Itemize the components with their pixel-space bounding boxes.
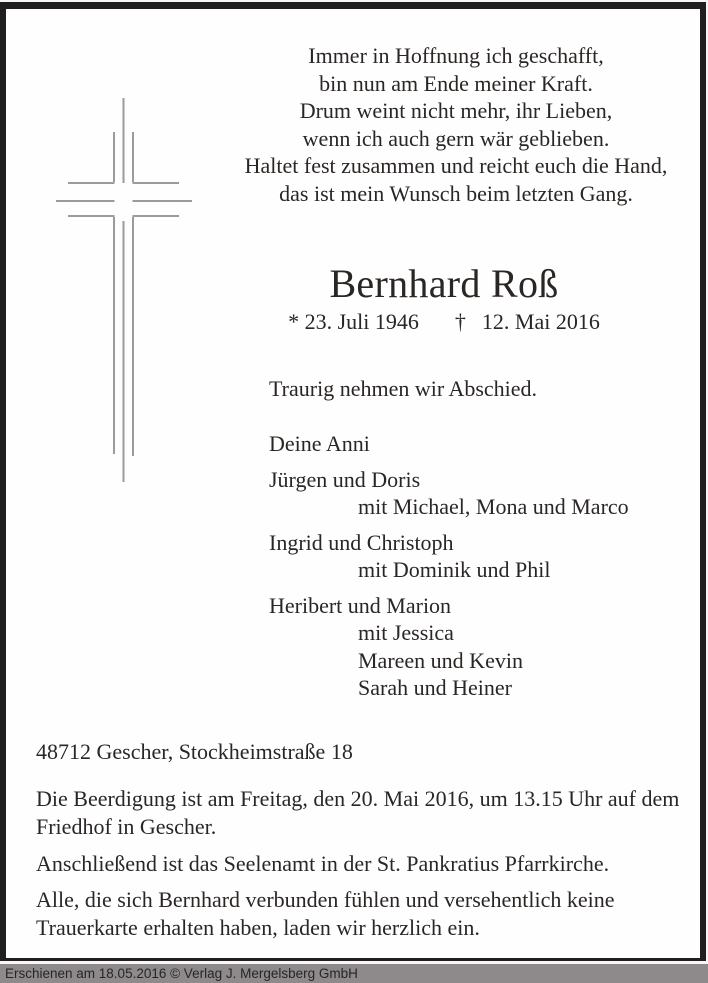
life-dates <box>184 309 704 335</box>
deceased-block <box>184 261 704 335</box>
family-sub-line: mit Jessica <box>358 620 454 645</box>
service-info: Anschließend ist das Seelenamt in der St. Pankratius Pfarrkirche. <box>36 851 610 876</box>
memorial-poem <box>196 42 708 207</box>
family-sub-line: mit Michael, Mona und Marco <box>358 494 629 519</box>
poem-line: bin nun am Ende meiner Kraft. <box>319 70 593 96</box>
family-main-line: Deine Anni <box>269 431 370 456</box>
family-sub-line: Mareen und Kevin <box>358 647 523 673</box>
birth-date: * 23. Juli 1946 <box>288 309 419 334</box>
poem-line: das ist mein Wunsch beim letzten Gang. <box>279 180 633 206</box>
obituary-card <box>0 2 706 961</box>
farewell-line: Traurig nehmen wir Abschied. <box>269 376 538 401</box>
poem-line: Drum weint nicht mehr, ihr Lieben, <box>299 98 613 123</box>
cross-icon <box>46 94 196 489</box>
mourners-list <box>269 430 629 710</box>
publication-credit: Erschienen am 18.05.2016 © Verlag J. Mergelsberg GmbH <box>5 966 358 981</box>
poem-line: Haltet fest zusammen und reicht euch die Hand, <box>244 153 668 178</box>
family-group <box>269 592 629 702</box>
invitation-line: Alle, die sich Bernhard verbunden fühlen und versehentlich keine <box>36 887 615 912</box>
invitation-info <box>36 886 615 941</box>
family-group <box>269 430 629 458</box>
invitation-line: Trauerkarte erhalten haben, laden wir herzlich ein. <box>36 914 480 940</box>
family-main-line: Ingrid und Christoph <box>269 529 454 555</box>
dagger-symbol: † <box>454 309 466 334</box>
address-line: 48712 Gescher, Stockheimstraße 18 <box>36 739 353 764</box>
funeral-line: Die Beerdigung ist am Freitag, den 20. Mai 2016, um 13.15 Uhr auf dem <box>36 786 680 811</box>
family-group <box>269 466 629 521</box>
deceased-name: Bernhard Roß <box>329 261 559 306</box>
death-date: 12. Mai 2016 <box>481 309 600 334</box>
funeral-info <box>36 785 679 840</box>
family-main-line: Jürgen und Doris <box>269 466 421 492</box>
poem-line: wenn ich auch gern wär geblieben. <box>302 125 610 151</box>
funeral-line: Friedhof in Gescher. <box>36 813 217 839</box>
family-sub-line: Sarah und Heiner <box>358 675 512 700</box>
family-sub-line: mit Dominik und Phil <box>358 557 551 582</box>
family-group <box>269 529 629 584</box>
footer-bar <box>0 964 708 983</box>
family-main-line: Heribert und Marion <box>269 592 452 618</box>
poem-line: Immer in Hoffnung ich geschafft, <box>308 43 604 68</box>
